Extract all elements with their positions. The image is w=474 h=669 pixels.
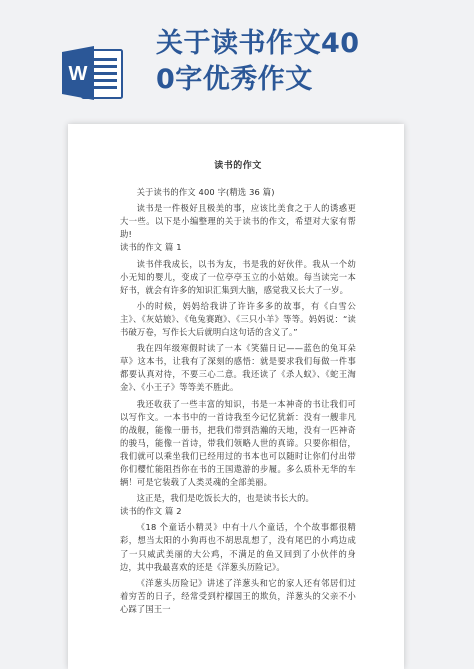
document-subtitle: 关于读书的作文 400 字(精选 36 篇) [136,187,275,198]
page-title-line-2: 0字优秀作文 [156,64,313,95]
section1-paragraph: 我在四年级寒假时读了一本《笑猫日记——蓝色的兔耳朵草》这本书，让我有了深刻的感悟：就是要求我们每做一件事都要认真对待，不要三心二意。我还读了《杀人蚁》、《蛇王淘金》、《小王子》等等美不胜此。 [120,343,356,393]
section-title-2: 读书的作文 篇 2 [120,506,182,517]
section2-paragraph: 《洋葱头历险记》讲述了洋葱头和它的家人还有邻居们过着穷苦的日子，经常受到柠檬国王的欺负，洋葱头的父亲不小心踩了国王一 [120,577,356,614]
page-title [156,26,456,98]
document-intro: 读书是一件极好且极美的事，应该比美食之于人的诱惑更大一些。以下是小编整理的关于读书的作文，希望对大家有帮助! [120,203,356,240]
section2-paragraph: 《18 个童话小精灵》中有十八个童话，个个故事都很精彩，想当太阳的小狗再也不胡思乱想了，没有尾巴的小鸡边成了一只威武美丽的大公鸡，不满足的鱼又回到了小伙伴的身边，其中我最喜欢的还是《洋葱头历险记》。 [120,522,356,572]
header-banner [0,0,474,118]
document-page [68,124,404,669]
section-title-1: 读书的作文 篇 1 [120,242,182,253]
word-document-icon [60,44,124,102]
section1-paragraph: 小的时候，妈妈给我讲了许许多多的故事，有《白雪公主》、《灰姑娘》、《龟兔赛跑》、《三只小羊》等等。妈妈说：“读书破万卷，写作长大后就明白这句话的含义了。” [120,300,356,338]
section1-paragraph: 读书伴我成长，以书为友，书是我的好伙伴。我从一个幼小无知的婴儿，变成了一位亭亭玉立的小姑娘。每当读完一本好书，就会有许多的知识汇集到大脑，感觉我又长大了一岁。 [120,258,356,295]
page-title-line-1: 关于读书作文40 [156,28,360,59]
document-heading: 读书的作文 [214,161,262,171]
section1-paragraph: 这正是，我们是吃饭长大的，也是读书长大的。 [136,493,314,504]
document-body [120,160,356,616]
word-icon-letter: W [68,63,88,85]
section1-paragraph: 我还收获了一些丰富的知识，书是一本神奇的书让我们可以写作文。一本书中的一首诗我至今记忆犹新：没有一艘非凡的战舰，能像一册书，把我们带到浩瀚的天地，没有一匹神奇的骏马，能像一首诗，带我们领略人世的真谛。只要你相信，我们就可以乘坐我们已经用过的书本也可以随时让你们付出带你们樱忙能阻挡你在书的王国遨游的步履。多么质朴无华的车辆！可是它装载了人类灵魂的全部美丽。 [120,398,356,488]
